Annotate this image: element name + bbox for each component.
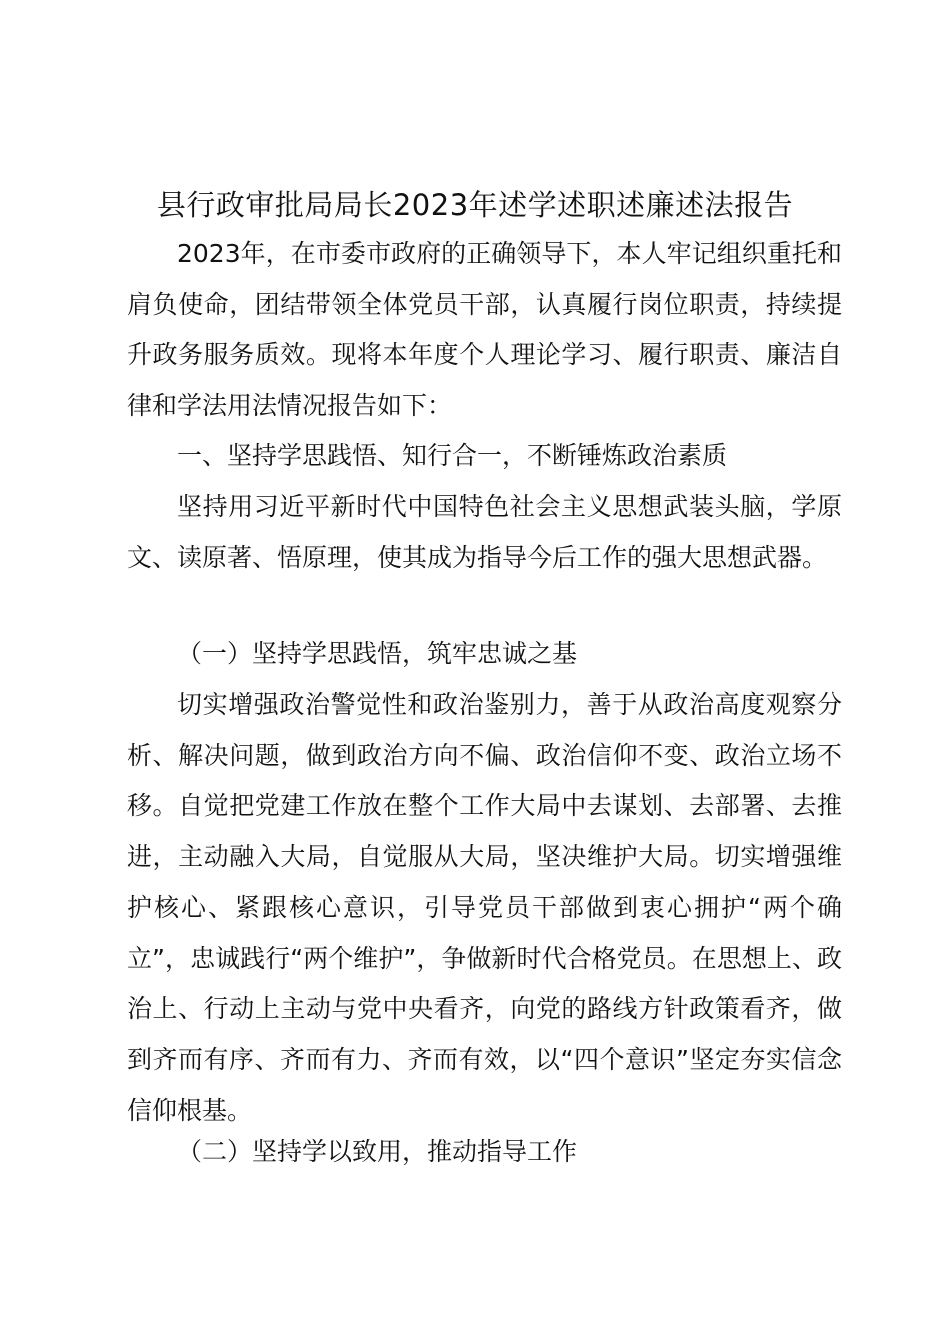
subsection-heading-2: （二）坚持学以致用，推动指导工作 bbox=[177, 1137, 578, 1166]
document-title: 县行政审批局局长2023年述学述职述廉述法报告 bbox=[156, 188, 794, 222]
section-heading-1: 一、坚持学思践悟、知行合一，不断锤炼政治素质 bbox=[177, 441, 728, 470]
subsection-heading-1: （一）坚持学思践悟，筑牢忠诚之基 bbox=[177, 639, 578, 668]
intro-paragraph: 2023年，在市委市政府的正确领导下，本人牢记组织重托和肩负使命，团结带领全体党员干部，认真履行岗位职责，持续提升政务服务质效。现将本年度个人理论学习、履行职责、廉洁自律和学法用法情况报告如下： bbox=[127, 239, 842, 421]
section-1-paragraph: 坚持用习近平新时代中国特色社会主义思想武装头脑，学原文、读原著、悟原理，使其成为指导今后工作的强大思想武器。 bbox=[127, 492, 842, 572]
subsection-1-paragraph: 切实增强政治警觉性和政治鉴别力，善于从政治高度观察分析、解决问题，做到政治方向不偏、政治信仰不变、政治立场不移。自觉把党建工作放在整个工作大局中去谋划、去部署、去推进，主动融入大局，自觉服从大局，坚决维护大局。切实增强维护核心、紧跟核心意识，引导党员干部做到衷心拥护“两个确立”，忠诚践行“两个维护”，争做新时代合格党员。在思想上、政治上、行动上主动与党中央看齐，向党的路线方针政策看齐，做到齐而有序、齐而有力、齐而有效，以“四个意识”坚定夯实信念信仰根基。 bbox=[127, 690, 842, 1125]
